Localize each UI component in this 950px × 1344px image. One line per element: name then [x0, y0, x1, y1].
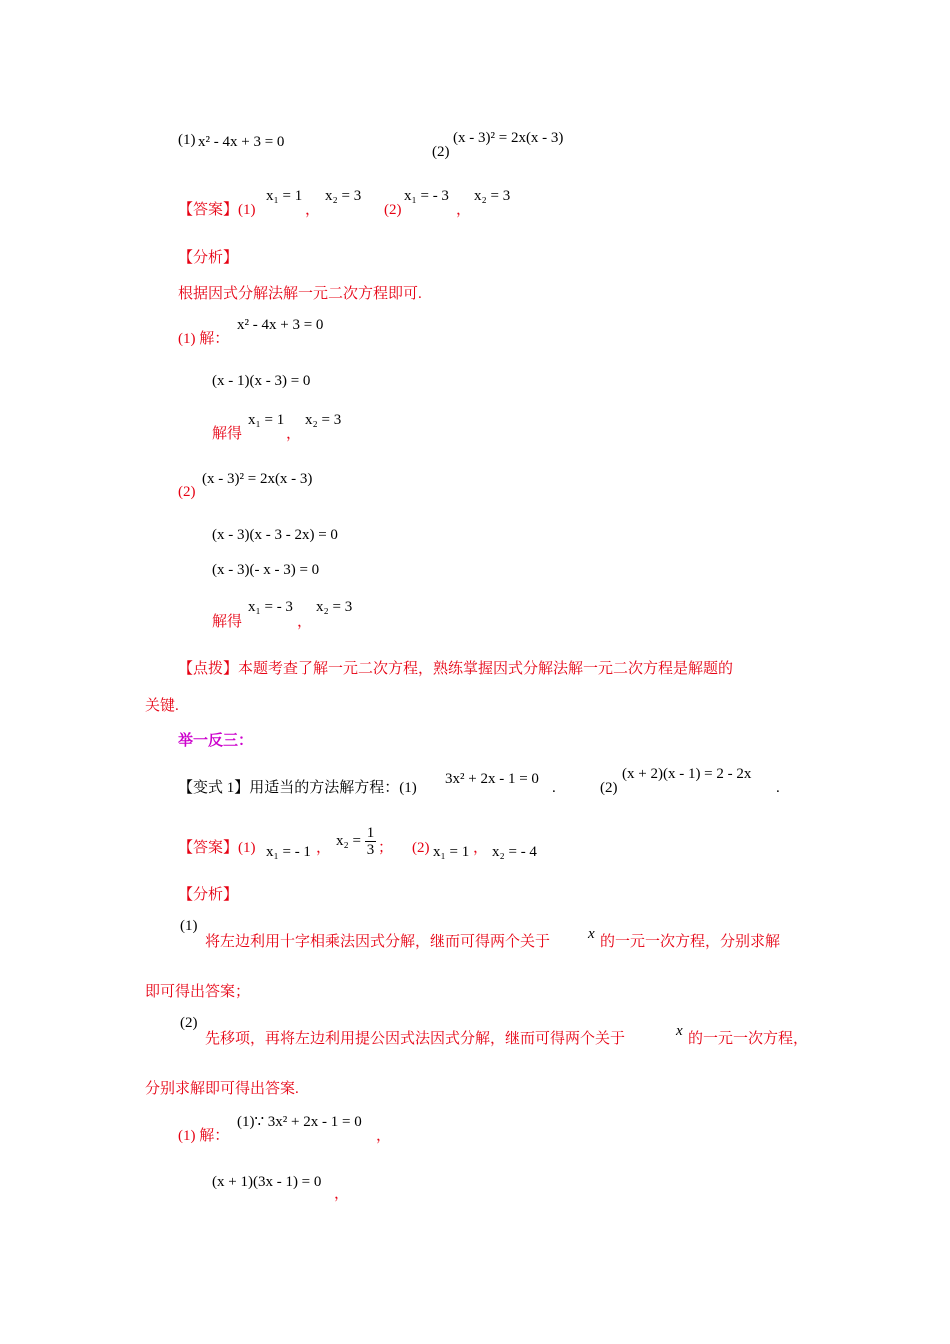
analysis-2-text2a: 先移项，再将左边利用提公因式法因式分解，继而可得两个关于	[205, 1031, 626, 1047]
answer-2-p2-label: (2)	[412, 840, 430, 856]
answer-1-p2-x1: x₁ = - 3	[404, 188, 449, 204]
problem-line	[178, 130, 196, 150]
answer-1-comma-2: ，	[456, 202, 472, 218]
analysis-1-s1-equation: x² - 4x + 3 = 0	[237, 317, 324, 333]
analysis-2-n1: (1)	[180, 918, 198, 934]
answer-1-p2-label: (2)	[384, 202, 402, 218]
analysis-2-n2: (2)	[180, 1015, 198, 1031]
answer-1-p2-x2: x₂ = 3	[474, 188, 511, 204]
analysis-2-text1: 将左边利用十字相乘法因式分解，继而可得两个关于	[205, 934, 551, 950]
analysis-2-s1-equation: (1)∵ 3x² + 2x - 1 = 0	[237, 1114, 362, 1130]
analysis-1-s2-equation: (x - 3)² = 2x(x - 3)	[202, 471, 313, 487]
juyi-fansan-heading: 举一反三：	[178, 733, 254, 749]
variant-1-prompt: 【变式 1】用适当的方法解方程：(1)	[178, 780, 417, 796]
answer-2-x2-fraction: x₂ = $\frac{1}{3}$	[336, 825, 375, 858]
answer-1-x1: x₁ = 1	[266, 188, 303, 204]
problem-1-label: (1)	[178, 132, 196, 148]
variant-1-p2-label: (2)	[600, 780, 618, 796]
problem-2-label: (2)	[432, 144, 450, 160]
analysis-1-s2-label: (2)	[178, 484, 196, 500]
problem-1-equation: x² - 4x + 3 = 0	[198, 134, 285, 150]
analysis-1-label: 【分析】	[178, 250, 239, 266]
answer-1-comma: ，	[305, 202, 321, 218]
analysis-2-text2c: 分别求解即可得出答案.	[145, 1081, 299, 1097]
answer-2-p2-x2: x₂ = - 4	[492, 844, 537, 860]
analysis-2-text1b: 的一元一次方程，分别求解	[600, 934, 781, 950]
analysis-2-s1-comma-2: ，	[334, 1186, 350, 1202]
dianbo-line-2: 关键.	[145, 698, 179, 714]
analysis-1-jiede-2: 解得	[212, 614, 243, 630]
problem-2-equation: (x - 3)² = 2x(x - 3)	[453, 130, 564, 146]
analysis-2-s1-step: (x + 1)(3x - 1) = 0	[212, 1174, 322, 1190]
analysis-1-s2-step1: (x - 3)(x - 3 - 2x) = 0	[212, 527, 338, 543]
analysis-1-s2-x2: x₂ = 3	[316, 599, 353, 615]
answer-1-label: 【答案】(1)	[178, 202, 256, 218]
answer-2-comma: ，	[316, 840, 332, 856]
answer-2-p2-x1: x₁ = 1	[433, 844, 470, 860]
analysis-2-text1c: 即可得出答案；	[145, 984, 251, 1000]
analysis-2-text2b: 的一元一次方程，	[688, 1031, 809, 1047]
analysis-1-comma-1: ，	[286, 426, 302, 442]
answer-1-x2: x₂ = 3	[325, 188, 362, 204]
analysis-2-label: 【分析】	[178, 887, 239, 903]
variant-1-dot: .	[552, 780, 556, 796]
answer-2-x1: x₁ = - 1	[266, 844, 311, 860]
fraction-numerator: 1	[366, 825, 375, 841]
analysis-1-s1-label: (1) 解：	[178, 331, 230, 347]
answer-2-label: 【答案】(1)	[178, 840, 256, 856]
analysis-1-s1-step: (x - 1)(x - 3) = 0	[212, 373, 311, 389]
analysis-1-text: 根据因式分解法解一元二次方程即可.	[178, 286, 422, 302]
analysis-1-s2-x1: x₁ = - 3	[248, 599, 293, 615]
dianbo-line-1: 【点拨】本题考查了解一元二次方程，熟练掌握因式分解法解一元二次方程是解题的	[178, 661, 734, 677]
analysis-2-s1-label: (1) 解：	[178, 1128, 230, 1144]
analysis-1-s1-x2: x₂ = 3	[305, 412, 342, 428]
analysis-2-var-x-1: x	[588, 926, 595, 942]
analysis-1-s1-x1: x₁ = 1	[248, 412, 285, 428]
analysis-2-var-x-2: x	[676, 1023, 683, 1039]
variant-1-dot-2: .	[776, 780, 780, 796]
analysis-1-comma-2: ，	[297, 614, 313, 630]
analysis-1-s2-step2: (x - 3)(- x - 3) = 0	[212, 562, 320, 578]
variant-1-p2-equation: (x + 2)(x - 1) = 2 - 2x	[622, 766, 752, 782]
variant-1-p1-equation: 3x² + 2x - 1 = 0	[445, 771, 539, 787]
answer-2-semicolon: ；	[378, 840, 394, 856]
answer-2-fraction	[365, 825, 377, 858]
analysis-2-s1-comma: ，	[376, 1128, 392, 1144]
analysis-1-jiede-1: 解得	[212, 426, 243, 442]
fraction-denominator: 3	[366, 842, 375, 858]
answer-2-comma-2: ，	[473, 840, 489, 856]
